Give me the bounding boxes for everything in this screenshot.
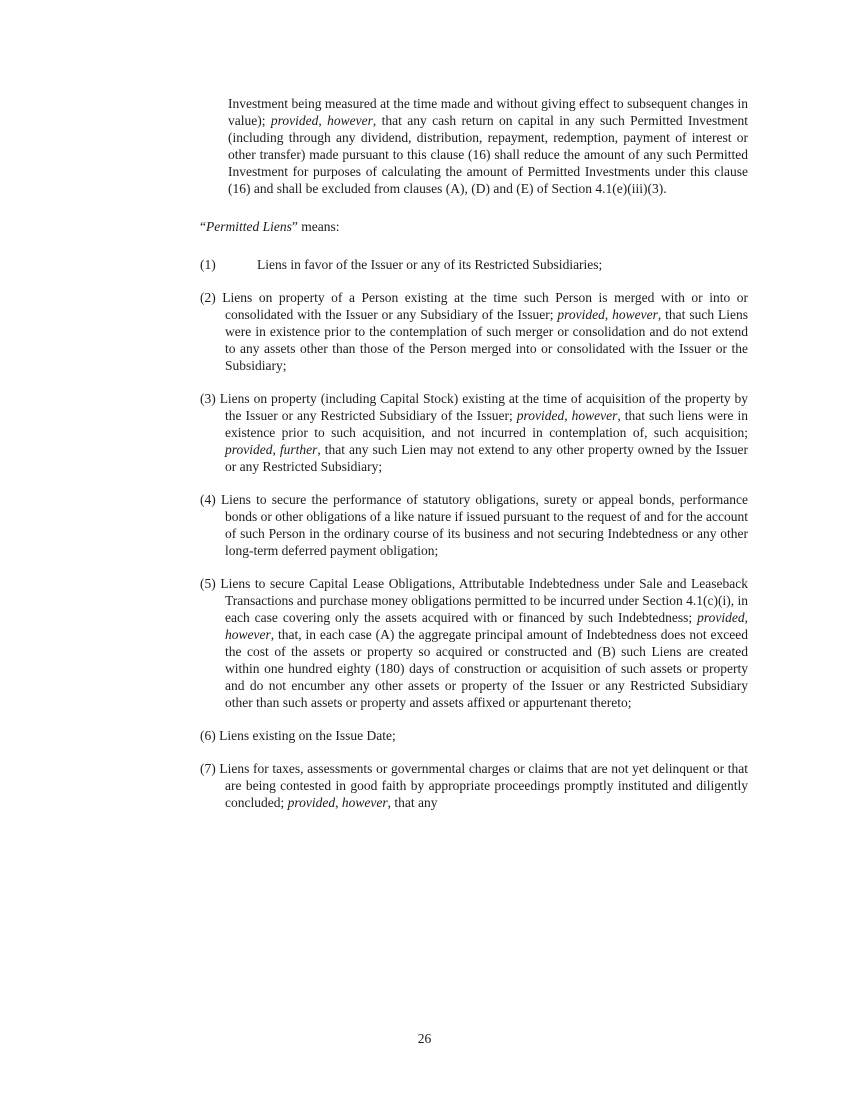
item-number: (2) — [200, 290, 216, 305]
item-text: Liens on property (including Capital Stock) existing at the time of acquisition of the property by the Issuer or any Restricted Subsidiary of the Issuer; provided, however, that such liens were in existence prior to such acquisition, and not incurred in contemplation of, such acquisition; provided, further, that any such Lien may not extend to any other property owned by the Issuer or any Restricted Subsidiary; — [219, 391, 749, 474]
item-number: (4) — [200, 492, 216, 507]
intro-paragraph: Investment being measured at the time made and without giving effect to subsequent changes in value); provided, however, that any cash return on capital in any such Permitted Investment (including through any dividend, distribution, repayment, redemption, payment of interest or other transfer) made pursuant to this clause (16) shall reduce the amount of any such Permitted Investment for purposes of calculating the amount of Permitted Investments under this clause (16) and shall be excluded from clauses (A), (D) and (E) of Section 4.1(e)(iii)(3). — [228, 96, 748, 196]
item-text: Liens in favor of the Issuer or any of its Restricted Subsidiaries; — [257, 257, 603, 272]
item-text: Liens for taxes, assessments or governmental charges or claims that are not yet delinquent or that are being contested in good faith by appropriate proceedings promptly instituted and diligently concluded; provided, however, that any — [219, 761, 749, 810]
list-item-2 — [200, 289, 748, 374]
permitted-liens-heading: “Permitted Liens” means: — [200, 219, 340, 234]
item-number: (5) — [200, 576, 216, 591]
page-number: 26 — [417, 1031, 432, 1046]
item-number: (1) — [200, 257, 216, 272]
item-number: (3) — [200, 391, 216, 406]
item-number: (6) — [200, 728, 216, 743]
list-item-1 — [200, 256, 748, 273]
item-text: Liens to secure Capital Lease Obligations, Attributable Indebtedness under Sale and Leaseback Transactions and purchase money obligations permitted to be incurred under Section 4.1(c)(i), in each case covering only the assets acquired with or financed by such Indebtedness; provided, however, that, in each case (A) the aggregate principal amount of Indebtedness does not exceed the cost of the assets or property so acquired or constructed and (B) such Liens are created within one hundred eighty (180) days of construction or acquisition of such assets or property and do not encumber any other assets or property of the Issuer or any Restricted Subsidiary other than such assets or property and assets affixed or appurtenant thereto; — [220, 576, 748, 710]
list-item-4 — [200, 491, 748, 559]
list-item-7 — [200, 760, 748, 811]
item-text: Liens on property of a Person existing at the time such Person is merged with or into or consolidated with the Issuer or any Subsidiary of the Issuer; provided, however, that such Liens were in existence prior to the contemplation of such merger or consolidation and do not extend to any assets other than those of the Person merged into or consolidated with the Issuer or the Subsidiary; — [222, 290, 748, 373]
text-block — [200, 95, 748, 827]
item-text: Liens to secure the performance of statutory obligations, surety or appeal bonds, performance bonds or other obligations of a like nature if issued pursuant to the request of and for the account of such Person in the ordinary course of its business and not securing Indebtedness or any other long-term deferred payment obligation; — [220, 492, 749, 558]
item-number: (7) — [200, 761, 216, 776]
list-item-5 — [200, 575, 748, 711]
list-item-3 — [200, 390, 748, 475]
list-item-6 — [200, 727, 748, 744]
item-text: Liens existing on the Issue Date; — [219, 728, 396, 743]
